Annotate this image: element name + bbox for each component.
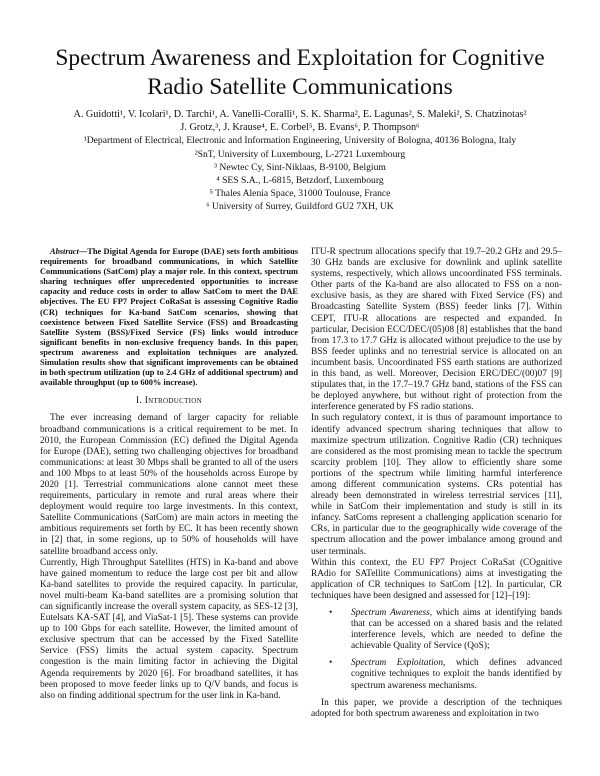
paragraph: Within this context, the EU FP7 Project CoRaSat (COgnitive RAdio for SATellite Communications) aims at investigating the application of CR techniques to SatCom [12]. In particular, CR techniques have been designed and assessed for [12]–[19]: [311,557,562,601]
paragraph: The ever increasing demand of larger capacity for reliable broadband communications is a critical requirement to be met. In 2010, the European Commission (EC) defined the Digital Agenda for Europe (DAE), setting two challenging objectives for broadband communications: at least 30 Mbps shall be granted to all of the users and 100 Mbps to at least 50% of the households across Europe by 2020 [1]. Terrestrial communications alone cannot meet these requirements, particulary in remote and rural areas where their deployment would require too large investments. In this context, Satellite Communications (SatCom) are main actors in meeting the ambitious requirements set forth by EC. It has been recently shown in [2] that, in some regions, up to 50% of households will have satellite broadband access only. [40,413,298,557]
left-column [40,247,298,702]
author-list-line-2: J. Grotz,³, J. Krause⁴, E. Corbel⁵, B. Evans⁶, P. Thompson⁶ [180,122,420,134]
list-item-term: Spectrum Awareness [351,608,430,618]
list-item-text: , which defines advanced cognitive techniques to exploit the bands identified by spectrum awareness mechanisms. [351,658,563,691]
list-item-text: , which aims at identifying bands that can be accessed on a shared basis and the related interference levels, which are needed to define the achievable Quality of Service (QoS); [351,608,562,652]
right-column [311,247,562,720]
abstract-label: Abstract [50,247,79,256]
affiliation: ³ Newtec Cy, Sint-Niklaas, B-9100, Belgium [214,161,386,173]
abstract [40,247,298,388]
affiliation: ¹Department of Electrical, Electronic and Information Engineering, University of Bologna, 40136 Bologna, Italy [83,135,517,147]
section-heading-introduction: I. Introduction [136,396,202,407]
affiliation: ⁶ University of Surrey, Guildford GU2 7XH, UK [206,201,394,213]
author-list-line-1: A. Guidotti¹, V. Icolari¹, D. Tarchi¹, A. Vanelli-Coralli¹, S. K. Sharma², E. Lagunas², S. Maleki², S. Chatzinotas² [73,109,527,120]
list-item-term: Spectrum Exploitation [351,658,444,669]
abstract-text: —The Digital Agenda for Europe (DAE) sets forth ambitious requirements for broadband communications, in which Satellite Communications (SatCom) play a major role. In this context, spectrum sharing techniques offer unprecedented opportunities to increase capacity and reduce costs in order to allow SatCom to meet the DAE objectives. The EU FP7 Project CoRaSat is assessing Cognitive Radio (CR) techniques for Ka-band SatCom scenarios, showing that coexistence between Fixed Satellite Service (FSS) and Broadcasting Satellite System (BSS)/Fixed Service (FS) links would introduce significant benefits in non-exclusive frequency bands. In this paper, spectrum awareness and exploitation techniques are analyzed. Simulation results show that significant improvements can be obtained in both spectrum utilization (up to 2.4 GHz of additional spectrum) and available throughput (up to 600% increase). [40,247,298,388]
paper-title: Spectrum Awareness and Exploitation for Cognitive Radio Satellite Communications [55,45,545,100]
paragraph: Currently, High Throughput Satellites (HTS) in Ka-band and above have gained momentum to reduce the large cost per bit and allow Ka-band satellites to provide the required capacity. In particular, novel multi-beam Ka-band satellites are a promising solution that can significantly increase the overall system capacity, as SES-12 [3], Eutelsats KA-SAT [4], and ViaSat-1 [5]. These systems can provide up to 100 Gbps for each satellite. However, the limited amount of exclusive spectrum that can be accessed by the Fixed Satellite Service (FSS) limits the actual system capacity. Spectrum congestion is the main limiting factor in achieving the Digital Agenda requirements by 2020 [6]. For broadband satellites, it has been proposed to move feeder links up to Q/V bands, and focus is also on finding additional spectrum for the user link in Ka-band. [40,557,298,701]
affiliation: ²SnT, University of Luxembourg, L-2721 Luxembourg [194,148,406,160]
paragraph: In this paper, we provide a description of the techniques adopted for both spectrum awareness and exploitation in two [311,697,562,719]
list-item [351,658,562,691]
paragraph: In such regulatory context, it is thus of paramount importance to identify advanced spectrum sharing techniques that allow to maximize spectrum utilization. Cognitive Radio (CR) techniques are considered as the most promising mean to tackle the spectrum scarcity problem [10]. They allow to efficiently share some portions of the spectrum while limiting harmful interference among different communication systems. CRs potential has already been demonstrated in wireless terrestrial services [11], while in SatCom their implementation and study is still in its infancy. SatComs represent a challenging application scenario for CRs, in particular due to the geographically wide coverage of the spectrum allocation and the power imbalance among ground and user terminals. [311,413,562,557]
author-block [30,108,570,214]
affiliation: ⁵ Thales Alenia Space, 31000 Toulouse, France [209,188,391,200]
list-item [351,608,562,652]
technique-list [311,608,562,692]
paragraph: ITU-R spectrum allocations specify that 19.7–20.2 GHz and 29.5–30 GHz bands are exclusive for downlink and uplink satellite systems, respectively, which allows uncoordinated FSS terminals. Other parts of the Ka-band are also allocated to FSS on a non-exclusive basis, as they are shared with Fixed Service (FS) and Broadcasting Satellite System (BSS) feeder links [7]. Within CEPT, ITU-R allocations are respected and expanded. In particular, Decision ECC/DEC/(05)08 [8] establishes that the band from 17.3 to 17.7 GHz is allocated without prejudice to the use by BSS feeder uplinks and no terrestrial service is allocated on an incumbent basis. Uncoordinated FSS earth stations are authorized in this band, as well. Moreover, Decision ERC/DEC/(00)07 [9] stipulates that, in the 17.7–19.7 GHz band, stations of the FSS can be deployed anywhere, but without right of protection from the interference generated by FS radio stations. [311,247,562,413]
affiliation: ⁴ SES S.A., L-6815, Betzdorf, Luxembourg [216,175,384,187]
